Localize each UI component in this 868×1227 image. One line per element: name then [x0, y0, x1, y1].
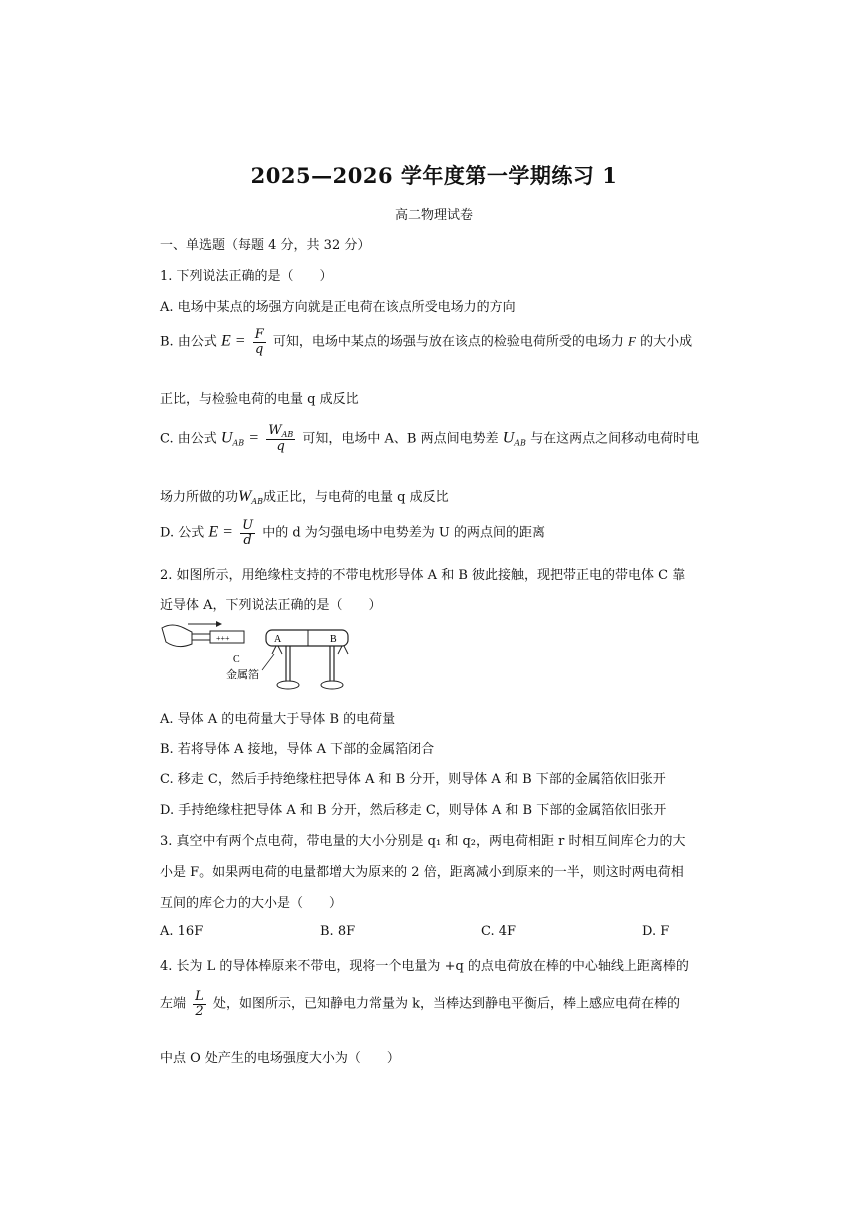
q1-c-mid: 可知，电场中 A、B 两点间电势差 [302, 431, 499, 447]
q1-c-equals: = [248, 429, 260, 447]
q1-b-tail: 的大小成 [640, 334, 693, 350]
q1-b-mid: 可知，电场中某点的场强与放在该点的检验电荷所受的电场力 [272, 334, 624, 350]
q1-b-var: F [628, 333, 636, 349]
label-a: A [274, 634, 282, 645]
foil-label: 金属箔 [226, 668, 259, 681]
page-title: 2025—2026 学年度第一学期练习 1 [250, 163, 618, 188]
label-b: B [330, 634, 337, 645]
q1-c-tail: 与在这两点之间移动电荷时电 [530, 431, 700, 447]
q4-stem-tail: 处，如图所示，已知静电力常量为 k，当棒达到静电平衡后，棒上感应电荷在棒的 [212, 996, 680, 1012]
q1-b-formula-lhs: E = [220, 332, 246, 350]
section-heading: 一、单选题（每题 4 分，共 32 分） [160, 238, 371, 253]
q1-option-b-line2: 正比，与检验电荷的电量 q 成反比 [160, 392, 359, 407]
q1-d-den: d [243, 532, 252, 548]
q1-b-prefix: B. 由公式 [160, 334, 217, 350]
q1-option-d [160, 519, 545, 547]
q1-option-c-line2 [160, 486, 449, 506]
q1-b-num: F [254, 327, 264, 342]
q4-stem-prefix: 左端 [160, 996, 187, 1012]
q1-c-line2-w: W [238, 488, 252, 505]
charges-label: +++ [216, 634, 230, 643]
q1-c-fraction [266, 424, 295, 454]
q3-stem-line1: 3. 真空中有两个点电荷，带电量的大小分别是 q₁ 和 q₂，两电荷相距 r 时相互间库仑力的大 [160, 834, 686, 849]
q3-option-a: A. 16F [160, 924, 204, 939]
q3-option-c: C. 4F [481, 924, 517, 939]
q1-option-a: A. 电场中某点的场强方向就是正电荷在该点所受电场力的方向 [160, 300, 516, 315]
q4-den: 2 [195, 1003, 204, 1019]
q4-num: L [195, 989, 204, 1004]
q3-option-b: B. 8F [320, 924, 356, 939]
q1-d-formula-lhs: E = [208, 523, 233, 541]
q1-option-c [160, 424, 699, 454]
q1-c-u-sub: AB [514, 438, 526, 448]
q1-d-tail: 中的 d 为匀强电场中电势差为 U 的两点间的距离 [262, 525, 546, 541]
q2-option-c: C. 移走 C，然后手持绝缘柱把导体 A 和 B 分开，则导体 A 和 B 下部的金属箔依旧张开 [160, 772, 666, 787]
q1-c-prefix: C. 由公式 [160, 431, 217, 447]
q1-c-line2-w-sub: AB [251, 497, 263, 506]
q1-c-formula-lhs: U [220, 429, 233, 447]
q2-option-b: B. 若将导体 A 接地，导体 A 下部的金属箔闭合 [160, 742, 435, 757]
q2-stem-line1: 2. 如图所示，用绝缘柱支持的不带电枕形导体 A 和 B 彼此接触，现把带正电的带电体 C 靠 [160, 568, 686, 583]
page-subtitle: 高二物理试卷 [394, 208, 473, 223]
q1-option-b [160, 328, 692, 356]
q2-stem-line2: 近导体 A，下列说法正确的是（ ） [160, 598, 382, 613]
q3-stem-line3: 互间的库仑力的大小是（ ） [160, 896, 343, 911]
q1-d-fraction [240, 519, 255, 547]
q1-d-num: U [242, 518, 254, 533]
q4-stem-line1: 4. 长为 L 的导体棒原来不带电，现将一个电量为 +q 的点电荷放在棒的中心轴线上距离棒的 [160, 959, 689, 974]
q1-d-prefix: D. 公式 [160, 525, 205, 541]
q2-option-a: A. 导体 A 的电荷量大于导体 B 的电荷量 [160, 712, 396, 727]
q2-figure [158, 618, 358, 694]
q1-c-num: $W_{AB}$ [268, 423, 294, 439]
q1-c-line2-a: 场力所做的功 [160, 490, 239, 505]
q3-stem-line2: 小是 F。如果两电荷的电量都增大为原来的 2 倍，距离减小到原来的一半，则这时两电荷相 [160, 865, 684, 880]
q4-stem-line3: 中点 O 处产生的电场强度大小为（ ） [160, 1051, 400, 1066]
q3-option-d: D. F [642, 924, 670, 939]
q1-c-den: q [276, 439, 285, 455]
q1-c-u: U [502, 429, 515, 447]
hand-icon [162, 625, 192, 647]
label-c: C [233, 654, 240, 665]
q4-stem-line2 [160, 990, 680, 1018]
q1-c-formula-lhs-sub: AB [232, 438, 245, 448]
q1-c-line2-b: 成正比，与电荷的电量 q 成反比 [263, 490, 449, 505]
q1-b-den: q [255, 341, 264, 357]
q1-b-fraction [253, 328, 266, 356]
q4-fraction [193, 990, 206, 1018]
q2-option-d: D. 手持绝缘柱把导体 A 和 B 分开，然后移走 C，则导体 A 和 B 下部的金属箔依旧张开 [160, 803, 667, 818]
q1-stem: 1. 下列说法正确的是（ ） [160, 269, 333, 284]
